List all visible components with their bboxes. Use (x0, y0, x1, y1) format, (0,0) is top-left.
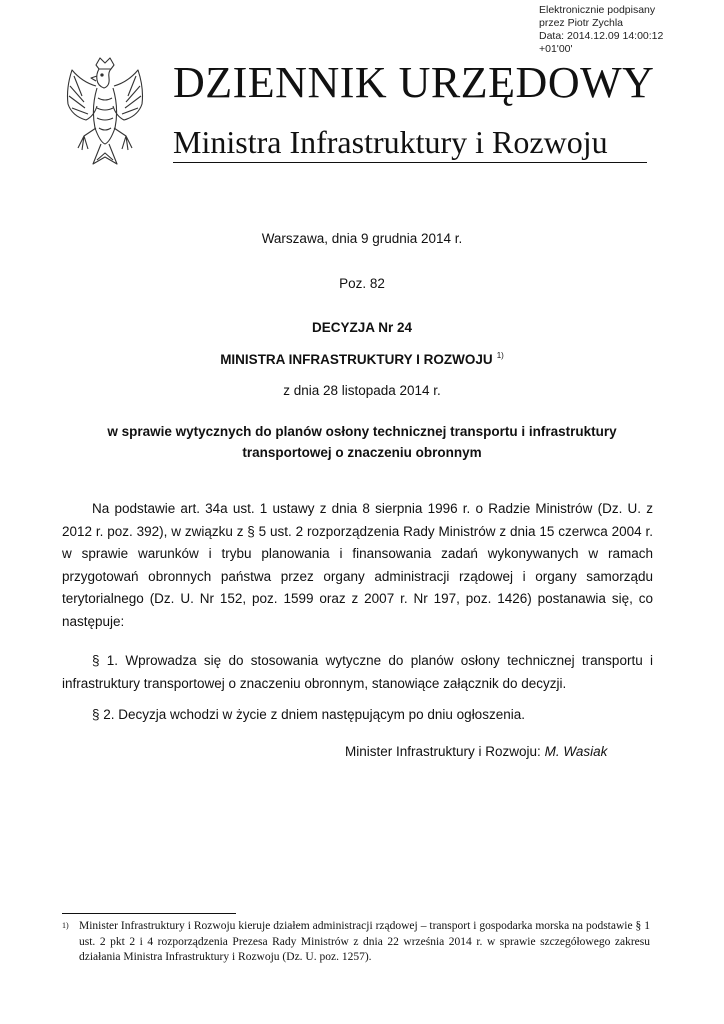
signature-line: +01'00' (539, 43, 573, 55)
signoff-role: Minister Infrastruktury i Rozwoju: (345, 744, 541, 759)
decision-date: z dnia 28 listopada 2014 r. (283, 383, 441, 398)
journal-subtitle: Ministra Infrastruktury i Rozwoju (173, 124, 608, 160)
decision-issuer (0, 347, 724, 369)
decision-subject-line: transportowej o znaczeniu obronnym (242, 445, 482, 460)
footnote-divider (62, 913, 236, 914)
issuer-text: MINISTRA INFRASTRUKTURY I ROZWOJU (220, 352, 493, 367)
signature-line: Elektronicznie podpisany (539, 4, 656, 16)
decision-title: DECYZJA Nr 24 (311, 320, 413, 335)
footnote-mark: 1) (62, 921, 69, 930)
electronic-signature-block (539, 4, 663, 56)
section-2-paragraph: § 2. Decyzja wchodzi w życie z dniem następującym po dniu ogłoszenia. (92, 707, 525, 722)
decision-subject-line: w sprawie wytycznych do planów osłony technicznej transportu i infrastruktury (107, 424, 617, 439)
signature-line: Data: 2014.12.09 14:00:12 (539, 30, 664, 42)
signoff (345, 743, 607, 761)
preamble-paragraph: Na podstawie art. 34a ust. 1 ustawy z dnia 8 sierpnia 1996 r. o Radzie Ministrów (Dz. U. z 2012 r. poz. 392), w związku z § 5 ust. 2 rozporządzenia Rady Ministrów z dnia 15 czerwca 2004 r. w sprawie warunków i trybu planowania i finansowania zadań wykonywanych w ramach przygotowań obronnych państwa przez organy administracji rządowej i organy samorządu terytorialnego (Dz. U. Nr 152, poz. 1599 oraz z 2007 r. Nr 197, poz. 1426) postanawia się, co następuje: (62, 501, 653, 629)
place-date: Warszawa, dnia 9 grudnia 2014 r. (261, 231, 463, 246)
footnote-text: Minister Infrastruktury i Rozwoju kieruje działem administracji rządowej – transport i gospodarka morska na podstawie § 1 ust. 2 pkt 2 i 4 rozporządzenia Prezesa Rady Ministrów z dnia 22 września 2014 r. w sprawie szczegółowego zakresu działania Ministra Infrastruktury i Rozwoju (Dz. U. poz. 1257). (79, 920, 650, 963)
journal-title: DZIENNIK URZĘDOWY (173, 58, 655, 107)
masthead-rule (173, 162, 647, 163)
position-number: Poz. 82 (339, 276, 385, 291)
signoff-name: M. Wasiak (544, 744, 608, 759)
section-1-paragraph: § 1. Wprowadza się do stosowania wytyczne do planów osłony technicznej transportu i infrastruktury transportowej o znaczeniu obronnym, stanowiące załącznik do decyzji. (62, 653, 653, 691)
footnote-reference: 1) (496, 351, 504, 360)
white-eagle-emblem-icon (60, 56, 150, 170)
signature-line: przez Piotr Zychla (539, 17, 624, 29)
